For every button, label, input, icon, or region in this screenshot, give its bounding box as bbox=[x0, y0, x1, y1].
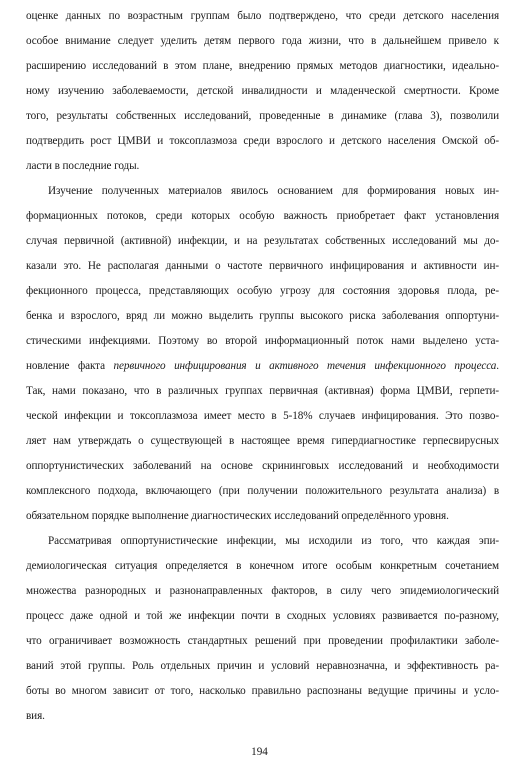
paragraph-3-line-3: множества разнородных и разнонаправленных факторов, в силу чего эпидемиологический bbox=[26, 585, 499, 597]
paragraph-3-line-5: что ограничивает возможность стандартных решений при проведении профилактики заболе- bbox=[26, 635, 499, 647]
paragraph-1-line-2: особое внимание следует уделить детям первого года жизни, что в дальнейшем привело к bbox=[26, 35, 499, 47]
paragraph-1-line-4: ному изучению заболеваемости, детской инвалидности и младенческой смертности. Кроме bbox=[26, 85, 499, 97]
paragraph-3-line-4: процесс даже одной и той же инфекции почти в сходных условиях развивается по-разному, bbox=[26, 610, 499, 622]
paragraph-3-line-2: демиологическая ситуация определяется в конечном итоге особым конкретным сочетанием bbox=[26, 560, 499, 572]
italic-prefix: новление факта bbox=[26, 360, 114, 372]
paragraph-2-line-14: обязательном порядке выполнение диагностических исследований определённого уровня. bbox=[26, 510, 449, 522]
paragraph-3-line-8: вия. bbox=[26, 710, 45, 722]
paragraph-2-line-10: ческой инфекции и токсоплазмоза имеет место в 5-18% случаев инфицирования. Это позво- bbox=[26, 410, 499, 422]
paragraph-3-line-7: боты во многом зависит от того, насколько правильно распознаны ведущие причины и усло- bbox=[26, 685, 499, 697]
paragraph-2-line-1: Изучение полученных материалов явилось основанием для формирования новых ин- bbox=[48, 185, 499, 197]
paragraph-2-line-13: комплексного подхода, включающего (при получении положительного результата анализа) в bbox=[26, 485, 499, 497]
paragraph-2-line-9: Так, нами показано, что в различных группах первичная (активная) форма ЦМВИ, герпети- bbox=[26, 385, 499, 397]
paragraph-2-line-4: казали это. Не располагая данными о частоте первичного инфицирования и активности ин- bbox=[26, 260, 499, 272]
paragraph-1-line-3: расширению исследований в этом плане, внедрению прямых методов диагностики, идеально- bbox=[26, 60, 499, 72]
paragraph-2-line-11: ляет нам утверждать о существующей в настоящее время гипердиагностике герпесвирусных bbox=[26, 435, 499, 447]
paragraph-2-line-5: фекционного процесса, представляющих особую угрозу для состояния здоровья плода, ре- bbox=[26, 285, 499, 297]
paragraph-3-line-6: ваний этой группы. Роль отдельных причин и условий неравнозначна, и эффективность ра- bbox=[26, 660, 499, 672]
paragraph-2-line-7: стическими инфекциями. Поэтому во второй информационный поток нами выделено уста- bbox=[26, 335, 499, 347]
paragraph-3-line-1: Рассматривая оппортунистические инфекции, мы исходили из того, что каждая эпи- bbox=[48, 535, 499, 547]
paragraph-1-line-1: оценке данных по возрастным группам было подтверждено, что среди детского населения bbox=[26, 10, 499, 22]
paragraph-2-line-3: случая первичной (активной) инфекции, и на результатах собственных исследований мы до- bbox=[26, 235, 499, 247]
paragraph-2-line-2: формационных потоков, среди которых особую важность приобретает факт установления bbox=[26, 210, 499, 222]
paragraph-1-line-5: того, результаты собственных исследований, проведенные в динамике (глава 3), позволили bbox=[26, 110, 499, 122]
page-number: 194 bbox=[251, 746, 268, 758]
paragraph-1-line-7: ласти в последние годы. bbox=[26, 160, 140, 172]
italic-emphasis: первичного инфицирования и активного течения инфекционного процесса bbox=[113, 360, 497, 372]
paragraph-2-line-8-mixed: новление факта первичного инфицирования и активного течения инфекционного процесса. bbox=[26, 360, 499, 372]
paragraph-1-line-6: подтвердить рост ЦМВИ и токсоплазмоза среди взрослого и детского населения Омской об- bbox=[26, 135, 499, 147]
paragraph-2-line-12: оппортунистических заболеваний на основе скрининговых исследований и необходимости bbox=[26, 460, 499, 472]
paragraph-2-line-6: бенка и взрослого, вряд ли можно выделить группы высокого риска заболевания оппортуни- bbox=[26, 310, 499, 322]
